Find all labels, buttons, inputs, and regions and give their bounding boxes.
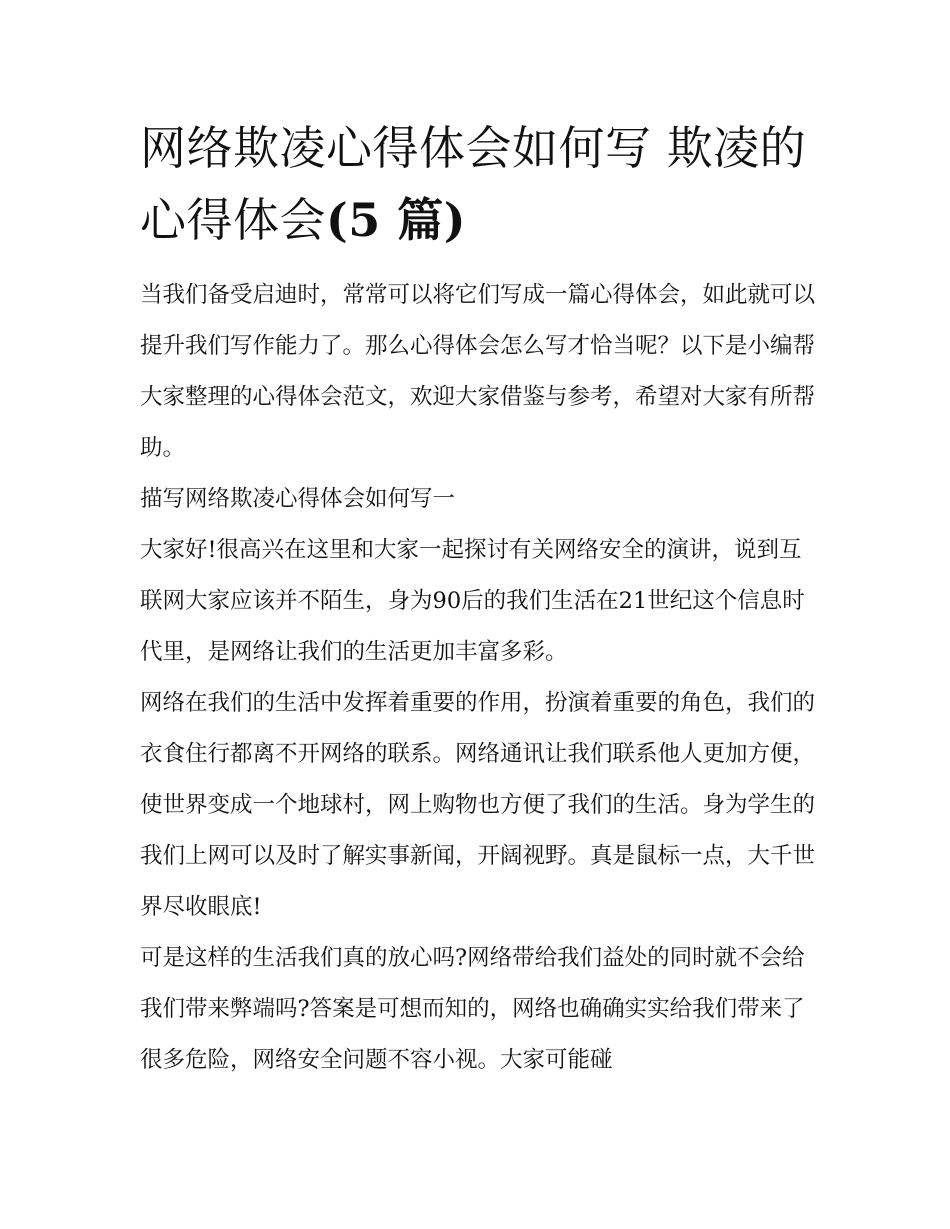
body-paragraph-3: 可是这样的生活我们真的放心吗?网络带给我们益处的同时就不会给我们带来弊端吗?答案是可想而知的，网络也确确实实给我们带来了很多危险，网络安全问题不容小视。大家可能碰 <box>140 945 805 1073</box>
title-text: 网络欺凌心得体会如何写 欺凌的心得体会 <box>140 121 807 247</box>
title-count: (5 篇) <box>326 193 467 247</box>
body-paragraph-1: 大家好!很高兴在这里和大家一起探讨有关网络安全的演讲，说到互联网大家应该并不陌生，身为90后的我们生活在21世纪这个信息时代里，是网络让我们的生活更加丰富多彩。 <box>140 537 805 665</box>
document-body <box>140 270 820 1086</box>
document-title <box>140 112 820 256</box>
document-content <box>140 112 820 1086</box>
intro-paragraph: 当我们备受启迪时，常常可以将它们写成一篇心得体会，如此就可以提升我们写作能力了。那么心得体会怎么写才恰当呢？以下是小编帮大家整理的心得体会范文，欢迎大家借鉴与参考，希望对大家有所帮助。 <box>140 282 816 461</box>
body-paragraph-2: 网络在我们的生活中发挥着重要的作用，扮演着重要的角色，我们的衣食住行都离不开网络的联系。网络通讯让我们联系他人更加方便，使世界变成一个地球村，网上购物也方便了我们的生活。身为学生的我们上网可以及时了解实事新闻，开阔视野。真是鼠标一点，大千世界尽收眼底! <box>140 690 816 920</box>
section-heading: 描写网络欺凌心得体会如何写一 <box>140 486 456 512</box>
